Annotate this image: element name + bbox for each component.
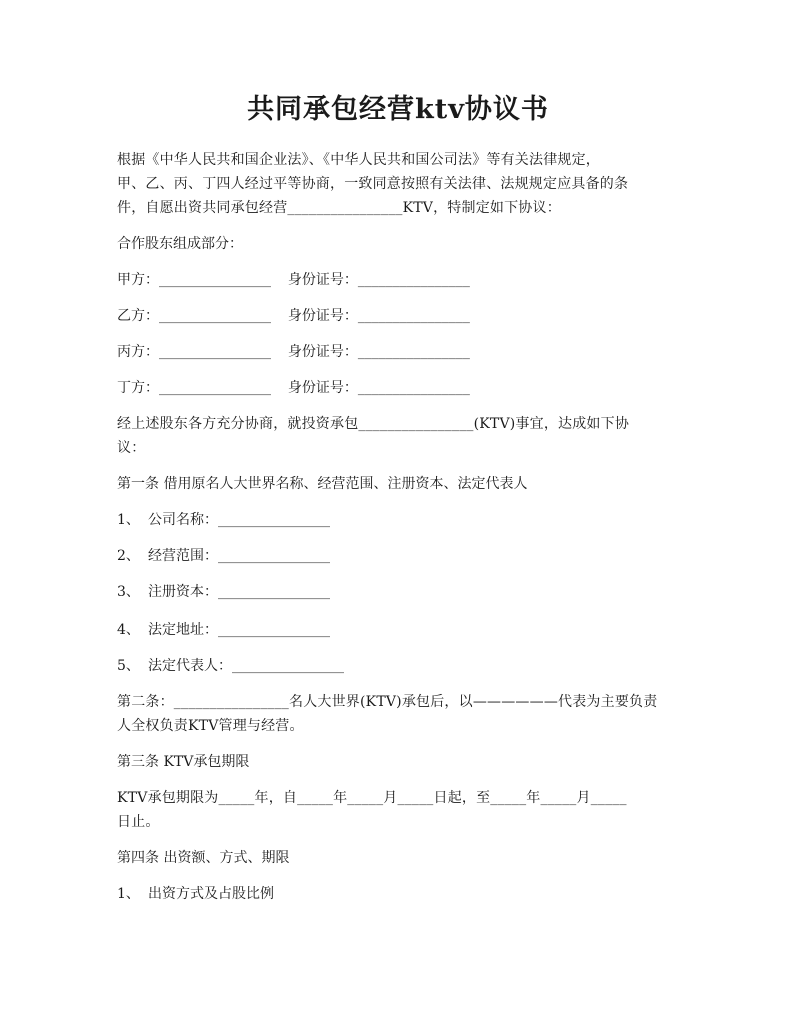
article1-item xyxy=(117,580,330,604)
partner-row-jia xyxy=(117,268,470,292)
article1-item xyxy=(117,618,330,642)
article1-item xyxy=(117,654,344,678)
partner-id-field: 身份证号：________________ xyxy=(287,308,470,324)
article2-line: 第二条：________________名人大世界(KTV)承包后，以——————代表为主要负责 xyxy=(117,694,658,710)
partner-id-field: 身份证号：________________ xyxy=(287,272,470,288)
item-text: 法定地址：________________ xyxy=(148,622,330,638)
article3-paragraph xyxy=(117,786,677,834)
partner-name-field: 丁方：________________ xyxy=(117,380,271,396)
item-number: 5、 xyxy=(117,658,140,674)
article4-item xyxy=(117,882,274,906)
partner-id-field: 身份证号：________________ xyxy=(287,380,470,396)
partner-row-ding xyxy=(117,376,470,400)
agreement-line: 议： xyxy=(117,440,146,456)
article3-line: 日止。 xyxy=(117,814,160,830)
partner-name-field: 丙方：________________ xyxy=(117,344,271,360)
intro-line: 件，自愿出资共同承包经营________________KTV，特制定如下协议： xyxy=(117,200,561,216)
partner-name-field: 甲方：________________ xyxy=(117,272,271,288)
agreement-line: 经上述股东各方充分协商，就投资承包________________(KTV)事宜，达成如下协 xyxy=(117,416,630,432)
partners-heading: 合作股东组成部分： xyxy=(117,236,243,252)
article3-line: KTV承包期限为_____年，自_____年_____月_____日起，至_____年_____月_____ xyxy=(117,790,627,806)
partner-id-field: 身份证号：________________ xyxy=(287,344,470,360)
item-text: 出资方式及占股比例 xyxy=(148,886,274,902)
agreement-paragraph xyxy=(117,412,677,460)
article2-paragraph xyxy=(117,690,677,738)
article4-heading: 第四条 出资额、方式、期限 xyxy=(117,850,290,866)
partner-row-bing xyxy=(117,340,470,364)
item-number: 4、 xyxy=(117,622,140,638)
document-title: 共同承包经营ktv协议书 xyxy=(247,94,549,125)
partner-name-field: 乙方：________________ xyxy=(117,308,271,324)
item-number: 3、 xyxy=(117,584,140,600)
item-text: 注册资本：________________ xyxy=(148,584,330,600)
article3-heading: 第三条 KTV承包期限 xyxy=(117,754,250,770)
item-text: 经营范围：________________ xyxy=(148,548,330,564)
intro-line: 根据《中华人民共和国企业法》、《中华人民共和国公司法》等有关法律规定， xyxy=(117,152,600,168)
article1-item xyxy=(117,544,330,568)
item-text: 法定代表人：________________ xyxy=(148,658,344,674)
item-number: 1、 xyxy=(117,512,140,528)
article1-item xyxy=(117,508,330,532)
intro-line: 甲、乙、丙、丁四人经过平等协商，一致同意按照有关法律、法规规定应具备的条 xyxy=(117,176,629,192)
article1-heading: 第一条 借用原名人大世界名称、经营范围、注册资本、法定代表人 xyxy=(117,476,528,492)
partner-row-yi xyxy=(117,304,470,328)
article2-line: 人全权负责KTV管理与经营。 xyxy=(117,718,304,734)
item-text: 公司名称：________________ xyxy=(148,512,330,528)
intro-paragraph xyxy=(117,148,677,220)
item-number: 1、 xyxy=(117,886,140,902)
item-number: 2、 xyxy=(117,548,140,564)
